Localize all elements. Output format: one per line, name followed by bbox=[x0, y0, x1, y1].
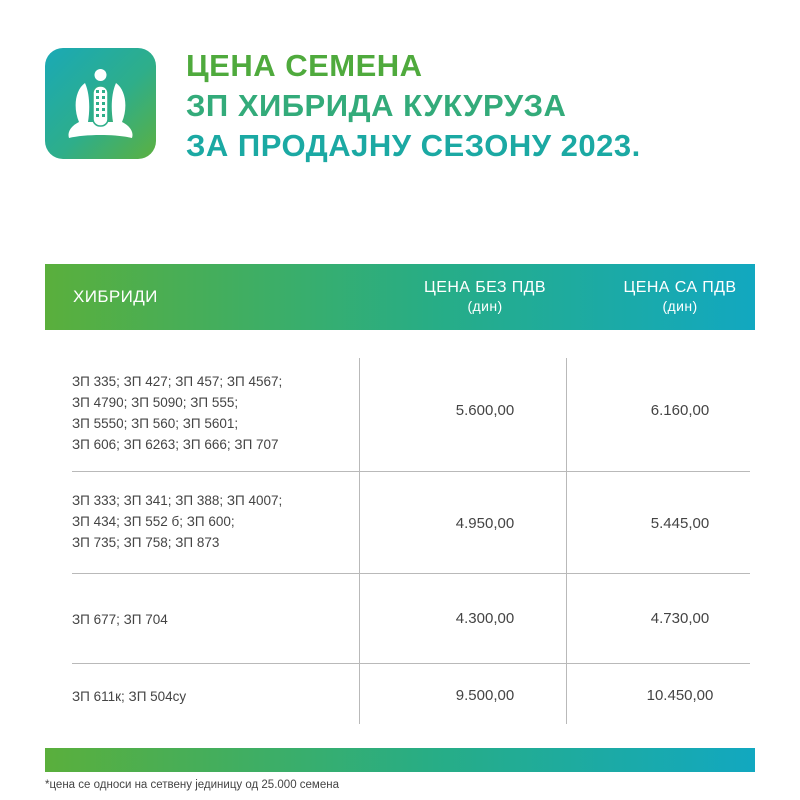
footer-bar bbox=[45, 748, 755, 772]
row-hybrids bbox=[72, 609, 168, 630]
header-price-no-vat-label: ЦЕНА БЕЗ ПДВ bbox=[424, 279, 546, 296]
hybrid-line: ЗП 4790; ЗП 5090; ЗП 555; bbox=[72, 395, 239, 410]
price-vat: 5.445,00 bbox=[650, 515, 710, 532]
price-vat: 4.730,00 bbox=[650, 610, 710, 627]
header-price-no-vat-unit: (дин) bbox=[467, 298, 503, 314]
hybrid-line: ЗП 5550; ЗП 560; ЗП 5601; bbox=[72, 416, 239, 431]
header-price-no-vat bbox=[385, 279, 585, 315]
footnote: *цена се односи на сетвену јединицу од 25.000 семена bbox=[45, 779, 339, 791]
hybrid-line: ЗП 735; ЗП 758; ЗП 873 bbox=[72, 535, 220, 550]
company-logo bbox=[45, 48, 156, 159]
title-line-1: ЦЕНА СЕМЕНА bbox=[186, 48, 423, 83]
hybrid-line: ЗП 611к; ЗП 504су bbox=[72, 689, 187, 704]
corn-cob-logo-icon bbox=[45, 48, 156, 159]
price-no-vat: 4.300,00 bbox=[455, 610, 515, 627]
header-price-vat-unit: (дин) bbox=[662, 298, 698, 314]
row-hybrids bbox=[72, 490, 282, 553]
hybrid-line: ЗП 606; ЗП 6263; ЗП 666; ЗП 707 bbox=[72, 437, 279, 452]
price-no-vat: 4.950,00 bbox=[455, 515, 515, 532]
table-row bbox=[45, 358, 755, 471]
row-hybrids bbox=[72, 686, 186, 707]
header-price-vat bbox=[580, 279, 780, 315]
price-vat: 10.450,00 bbox=[646, 687, 714, 704]
table-row bbox=[45, 573, 755, 663]
hybrid-line: ЗП 333; ЗП 341; ЗП 388; ЗП 4007; bbox=[72, 493, 283, 508]
page-title bbox=[186, 46, 641, 166]
row-hybrids bbox=[72, 371, 282, 455]
price-no-vat: 9.500,00 bbox=[455, 687, 515, 704]
price-no-vat: 5.600,00 bbox=[455, 402, 515, 419]
hybrid-line: ЗП 335; ЗП 427; ЗП 457; ЗП 4567; bbox=[72, 374, 283, 389]
hybrid-line: ЗП 434; ЗП 552 б; ЗП 600; bbox=[72, 514, 235, 529]
hybrid-line: ЗП 677; ЗП 704 bbox=[72, 612, 168, 627]
table-header bbox=[45, 264, 755, 330]
table-row bbox=[45, 663, 755, 724]
header-hybrids: ХИБРИДИ bbox=[73, 287, 158, 306]
title-line-3: ЗА ПРОДАЈНУ СЕЗОНУ 2023. bbox=[186, 128, 641, 163]
header-price-vat-label: ЦЕНА СА ПДВ bbox=[623, 279, 737, 296]
price-vat: 6.160,00 bbox=[650, 402, 710, 419]
table-row bbox=[45, 471, 755, 573]
title-line-2: ЗП ХИБРИДА КУКУРУЗА bbox=[186, 88, 567, 123]
